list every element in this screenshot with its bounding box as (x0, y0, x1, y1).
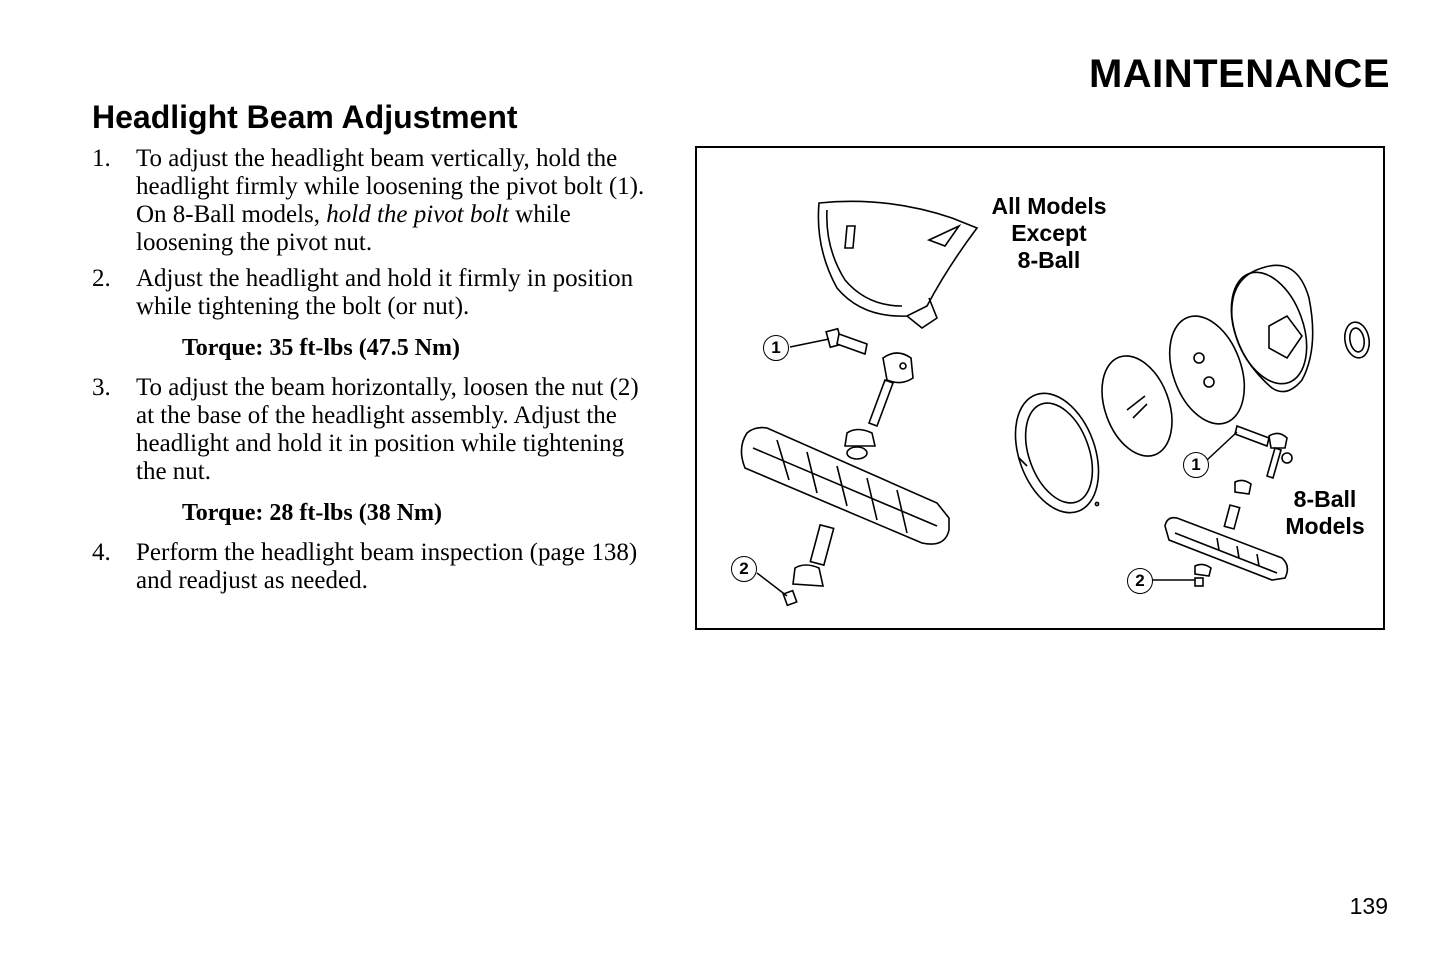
callout-8ball-nut: 2 (1127, 568, 1153, 594)
step-text-italic: hold the pivot bolt (326, 201, 509, 228)
headlight-housing-drawing (818, 201, 977, 328)
label-line: Models (1285, 513, 1365, 539)
pivot-bolt-drawing (826, 329, 867, 354)
step-number: 2. (92, 265, 111, 292)
step-number: 4. (92, 539, 111, 566)
step-text: Perform the headlight beam inspection (page 138) and readjust as needed. (136, 539, 638, 594)
mount-bracket-drawing (845, 430, 875, 447)
section-title: MAINTENANCE (1088, 52, 1390, 96)
step-text: Adjust the headlight and hold it firmly in position while tightening the bolt (or nut). (136, 265, 634, 320)
8ball-pivot-drawing (1235, 426, 1292, 478)
label-line: All Models (991, 193, 1107, 219)
step-text-part: To adjust the headlight beam vertically, hold the headlight firmly while loosening the pivot bolt (1). On 8-Ball models, (136, 145, 645, 228)
page-heading: Headlight Beam Adjustment (92, 99, 518, 135)
step-4 (92, 539, 652, 595)
step-number: 3. (92, 374, 111, 401)
step-3 (92, 374, 652, 486)
callout-8ball-pivot: 1 (1183, 452, 1209, 478)
label-line: 8-Ball (1293, 486, 1357, 512)
clamp-arm-drawing (869, 353, 913, 426)
callout-base-nut: 2 (731, 556, 757, 582)
headlight-diagram (695, 146, 1385, 630)
step-text: To adjust the beam horizontally, loosen the nut (2) at the base of the headlight assembly. Adjust the headlight and hold it in position while tightening the nut. (136, 374, 639, 485)
step-2 (92, 265, 652, 321)
lower-spacer-drawing (783, 525, 833, 606)
8ball-spacer-drawing (1224, 480, 1251, 529)
step-text-part: while loosening the pivot nut. (136, 201, 571, 256)
step-text (136, 145, 652, 257)
label-all-models-except-8ball (979, 193, 1119, 274)
grommet-drawing (1342, 320, 1372, 360)
label-line: 8-Ball (1017, 247, 1081, 273)
label-line: Except (1011, 220, 1087, 246)
torque-spec: Torque: 28 ft-lbs (38 Nm) (182, 500, 443, 526)
instruction-list (92, 145, 652, 603)
8ball-nut-drawing (1195, 564, 1211, 586)
label-8ball-models (1275, 486, 1375, 540)
step-number: 1. (92, 145, 111, 172)
step-1 (92, 145, 652, 257)
page-number: 139 (1349, 893, 1388, 919)
torque-spec: Torque: 35 ft-lbs (47.5 Nm) (182, 335, 461, 361)
callout-pivot-bolt: 1 (763, 335, 789, 361)
